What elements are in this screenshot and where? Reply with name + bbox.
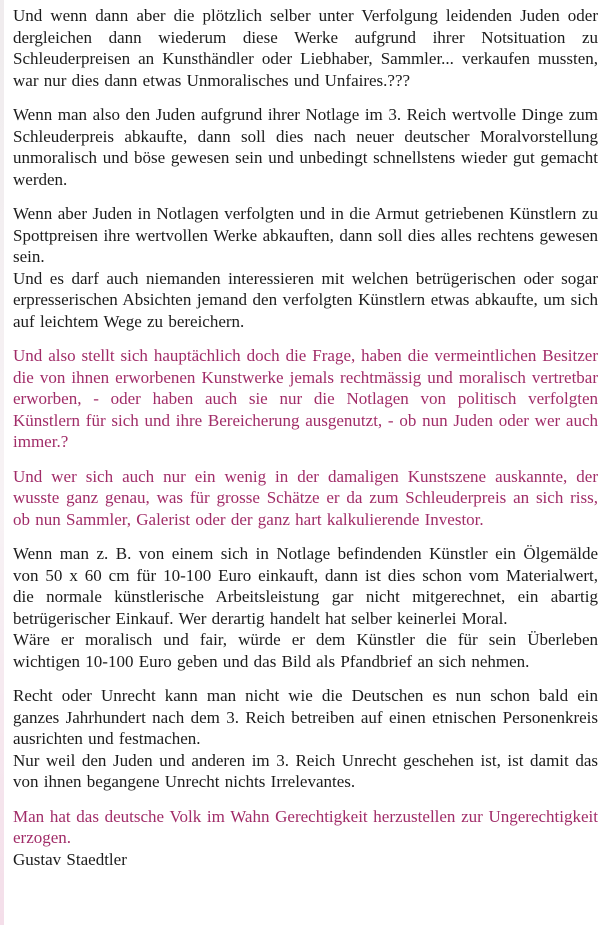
paragraph-segment: Und wenn dann aber die plötzlich selber unter Verfolgung leidenden Juden oder dergleichen dann wiederum diese Werke aufgrund ihrer Notsituation zu Schleuderpreisen an Kunsthändler oder Liebhaber, Sammler... verkaufen mussten, war nur dies dann etwas Unmoralisches und Unfaires.??? xyxy=(13,6,598,90)
paragraph-segment: Nur weil den Juden und anderen im 3. Reich Unrecht geschehen ist, ist damit das von ihnen begangene Unrecht nichts Irrelevantes. xyxy=(13,750,598,791)
author-line xyxy=(13,849,598,871)
paragraph-segment: Und also stellt sich hauptächlich doch die Frage, haben die vermeintlichen Besitzer die von ihnen erworbenen Kunstwerke jemals rechtmässig und moralisch vertretbar erworben, - oder haben auch sie nur die Notlagen von politisch verfolgten Künstlern für sich und ihre Bereicherung ausgenutzt, - ob nun Juden oder wer auch immer.? xyxy=(13,346,598,451)
paragraph-segment: Und es darf auch niemanden interessieren mit welchen betrügerischen oder sogar erpresserischen Absichten jemand den verfolgten Künstlern etwas abkaufte, um sich auf leichtem Wege zu bereichern. xyxy=(13,268,598,331)
paragraph xyxy=(13,5,598,91)
paragraph-segment: Wenn aber Juden in Notlagen verfolgten und in die Armut getriebenen Künstlern zu Spottpreisen ihre wertvollen Werke abkauften, dann soll dies alles rechtens gewesen sein. xyxy=(13,204,598,266)
scan-edge-artifact xyxy=(0,0,4,925)
paragraph xyxy=(13,203,598,332)
paragraph-segment: Wenn man also den Juden aufgrund ihrer Notlage im 3. Reich wertvolle Dinge zum Schleuderpreis abkaufte, dann soll dies nach neuer deutscher Moralvorstellung unmoralisch und böse gewesen sein und unbedingt schnellstens wieder gut gemacht werden. xyxy=(13,105,598,189)
paragraph xyxy=(13,685,598,793)
paragraph xyxy=(13,466,598,531)
paragraph-segment: Man hat das deutsche Volk im Wahn Gerechtigkeit herzustellen zur Ungerechtigkeit erzogen. xyxy=(13,806,598,847)
paragraph-segment: Gustav Staedtler xyxy=(13,849,127,869)
paragraph xyxy=(13,806,598,849)
paragraph xyxy=(13,543,598,672)
text-column xyxy=(13,5,598,870)
paragraph-segment: Wenn man z. B. von einem sich in Notlage befindenden Künstler ein Ölgemälde von 50 x 60 cm für 10-100 Euro einkauft, dann ist dies schon vom Materialwert, die normale künstlerische Arbeitsleistung gar nicht mitgerechnet, ein abartig betrügerischer Einkauf. Wer derartig handelt hat selber keinerlei Moral. xyxy=(13,544,598,628)
paragraph-segment: Wäre er moralisch und fair, würde er dem Künstler die für sein Überleben wichtigen 10-100 Euro geben und das Bild als Pfandbrief an sich nehmen. xyxy=(13,630,598,671)
paragraph-segment: Recht oder Unrecht kann man nicht wie die Deutschen es nun schon bald ein ganzes Jahrhundert nach dem 3. Reich betreiben auf einen etnischen Personenkreis ausrichten und festmachen. xyxy=(13,686,598,748)
paragraph-segment: Und wer sich auch nur ein wenig in der damaligen Kunstszene auskannte, der wusste ganz genau, was für grosse Schätze er da zum Schleuderpreis an sich riss, ob nun Sammler, Galerist oder der ganz hart kalkulierende Investor. xyxy=(13,466,598,529)
paragraph xyxy=(13,104,598,190)
paragraph xyxy=(13,345,598,453)
